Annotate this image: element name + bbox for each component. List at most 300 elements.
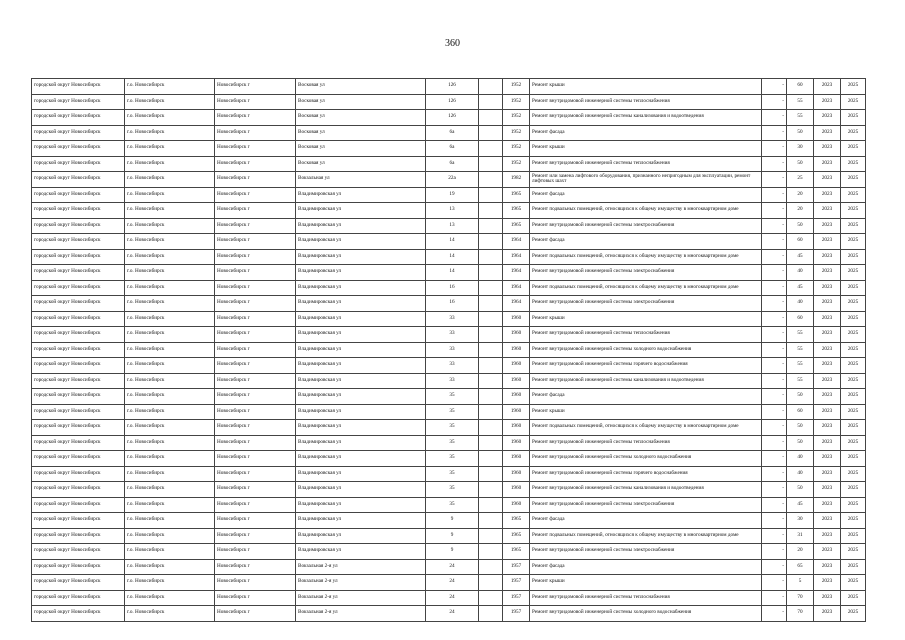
cell-house: 126 <box>426 110 479 126</box>
cell-work-type: Ремонт внутридомовой инженерной системы теплоснабжения <box>530 590 762 606</box>
cell-year-from: 2023 <box>814 110 841 126</box>
cell-dash: - <box>762 218 787 234</box>
table-row <box>32 249 866 265</box>
cell-year: 1960 <box>503 420 530 436</box>
cell-street: Владимировская ул <box>296 342 426 358</box>
cell-municipality: городской округ Новосибирск <box>32 141 125 157</box>
cell-dash: - <box>762 404 787 420</box>
cell-work-type: Ремонт подвальных помещений, относящихся к общему имуществу в многоквартирном доме <box>530 280 762 296</box>
cell-district: г.о. Новосибирск <box>125 94 215 110</box>
cell-year-from: 2023 <box>814 404 841 420</box>
cell-district: г.о. Новосибирск <box>125 420 215 436</box>
cell-year-to: 2025 <box>841 389 866 405</box>
cell-year: 1960 <box>503 451 530 467</box>
cell-district: г.о. Новосибирск <box>125 265 215 281</box>
cell-year-to: 2025 <box>841 187 866 203</box>
cell-municipality: городской округ Новосибирск <box>32 125 125 141</box>
cell-district: г.о. Новосибирск <box>125 544 215 560</box>
cell-year-from: 2023 <box>814 156 841 172</box>
cell-dash: - <box>762 482 787 498</box>
cell-amount: 30 <box>787 513 814 529</box>
cell-district: г.о. Новосибирск <box>125 327 215 343</box>
cell-building <box>479 389 503 405</box>
cell-house: 35 <box>426 466 479 482</box>
cell-year: 1965 <box>503 218 530 234</box>
cell-year: 1960 <box>503 482 530 498</box>
cell-year: 1957 <box>503 575 530 591</box>
cell-street: Владимировская ул <box>296 327 426 343</box>
cell-amount: 25 <box>787 172 814 188</box>
cell-year-from: 2023 <box>814 94 841 110</box>
cell-amount: 45 <box>787 280 814 296</box>
cell-house: 33 <box>426 358 479 374</box>
cell-work-type: Ремонт внутридомовой инженерной системы горячего водоснабжения <box>530 466 762 482</box>
cell-year-from: 2023 <box>814 249 841 265</box>
cell-amount: 55 <box>787 327 814 343</box>
cell-year-from: 2023 <box>814 389 841 405</box>
cell-house: 13 <box>426 203 479 219</box>
cell-dash: - <box>762 420 787 436</box>
cell-municipality: городской округ Новосибирск <box>32 218 125 234</box>
cell-amount: 50 <box>787 218 814 234</box>
cell-work-type: Ремонт внутридомовой инженерной системы холодного водоснабжения <box>530 606 762 622</box>
table-row <box>32 358 866 374</box>
cell-municipality: городской округ Новосибирск <box>32 172 125 188</box>
cell-year-from: 2023 <box>814 513 841 529</box>
cell-city: Новосибирск г <box>215 187 296 203</box>
cell-year-to: 2025 <box>841 311 866 327</box>
cell-district: г.о. Новосибирск <box>125 203 215 219</box>
cell-district: г.о. Новосибирск <box>125 513 215 529</box>
cell-municipality: городской округ Новосибирск <box>32 420 125 436</box>
cell-dash: - <box>762 389 787 405</box>
cell-year: 1952 <box>503 141 530 157</box>
cell-district: г.о. Новосибирск <box>125 141 215 157</box>
cell-year-to: 2025 <box>841 110 866 126</box>
cell-dash: - <box>762 590 787 606</box>
cell-street: Восковая ул <box>296 79 426 95</box>
cell-house: 35 <box>426 482 479 498</box>
cell-district: г.о. Новосибирск <box>125 296 215 312</box>
cell-year-from: 2023 <box>814 172 841 188</box>
cell-city: Новосибирск г <box>215 110 296 126</box>
cell-district: г.о. Новосибирск <box>125 559 215 575</box>
cell-amount: 70 <box>787 590 814 606</box>
cell-building <box>479 79 503 95</box>
cell-work-type: Ремонт внутридомовой инженерной системы электроснабжения <box>530 265 762 281</box>
cell-municipality: городской округ Новосибирск <box>32 358 125 374</box>
cell-city: Новосибирск г <box>215 342 296 358</box>
cell-year-from: 2023 <box>814 280 841 296</box>
cell-amount: 40 <box>787 265 814 281</box>
table-row <box>32 606 866 622</box>
cell-year-to: 2025 <box>841 373 866 389</box>
table-row <box>32 342 866 358</box>
cell-amount: 60 <box>787 79 814 95</box>
cell-year-from: 2023 <box>814 342 841 358</box>
cell-district: г.о. Новосибирск <box>125 497 215 513</box>
cell-district: г.о. Новосибирск <box>125 606 215 622</box>
cell-year-to: 2025 <box>841 125 866 141</box>
cell-municipality: городской округ Новосибирск <box>32 373 125 389</box>
cell-house: 14 <box>426 249 479 265</box>
table-row <box>32 497 866 513</box>
cell-work-type: Ремонт крыши <box>530 311 762 327</box>
cell-year: 1957 <box>503 559 530 575</box>
cell-amount: 30 <box>787 141 814 157</box>
cell-amount: 60 <box>787 234 814 250</box>
cell-city: Новосибирск г <box>215 156 296 172</box>
table-row <box>32 389 866 405</box>
cell-street: Вокзальная 2-я ул <box>296 606 426 622</box>
cell-work-type: Ремонт внутридомовой инженерной системы канализования и водоотведения <box>530 373 762 389</box>
cell-dash: - <box>762 265 787 281</box>
cell-building <box>479 544 503 560</box>
cell-dash: - <box>762 234 787 250</box>
cell-district: г.о. Новосибирск <box>125 311 215 327</box>
cell-municipality: городской округ Новосибирск <box>32 296 125 312</box>
cell-city: Новосибирск г <box>215 296 296 312</box>
cell-street: Владимировская ул <box>296 311 426 327</box>
cell-dash: - <box>762 606 787 622</box>
cell-year: 1960 <box>503 311 530 327</box>
cell-work-type: Ремонт внутридомовой инженерной системы холодного водоснабжения <box>530 342 762 358</box>
cell-street: Владимировская ул <box>296 249 426 265</box>
cell-year-from: 2023 <box>814 435 841 451</box>
cell-city: Новосибирск г <box>215 373 296 389</box>
table-row <box>32 125 866 141</box>
table-row <box>32 218 866 234</box>
cell-house: 35 <box>426 497 479 513</box>
cell-amount: 20 <box>787 544 814 560</box>
cell-city: Новосибирск г <box>215 482 296 498</box>
cell-municipality: городской округ Новосибирск <box>32 497 125 513</box>
cell-work-type: Ремонт внутридомовой инженерной системы электроснабжения <box>530 218 762 234</box>
table-row <box>32 79 866 95</box>
cell-municipality: городской округ Новосибирск <box>32 311 125 327</box>
cell-year-from: 2023 <box>814 559 841 575</box>
cell-dash: - <box>762 187 787 203</box>
cell-work-type: Ремонт крыши <box>530 141 762 157</box>
cell-street: Владимировская ул <box>296 358 426 374</box>
cell-year-from: 2023 <box>814 311 841 327</box>
cell-amount: 20 <box>787 203 814 219</box>
cell-dash: - <box>762 358 787 374</box>
cell-year: 1965 <box>503 203 530 219</box>
cell-building <box>479 187 503 203</box>
cell-city: Новосибирск г <box>215 544 296 560</box>
cell-work-type: Ремонт внутридомовой инженерной системы канализования и водоотведения <box>530 482 762 498</box>
cell-amount: 55 <box>787 342 814 358</box>
cell-district: г.о. Новосибирск <box>125 466 215 482</box>
cell-street: Владимировская ул <box>296 404 426 420</box>
cell-street: Владимировская ул <box>296 451 426 467</box>
cell-amount: 55 <box>787 110 814 126</box>
cell-year-to: 2025 <box>841 156 866 172</box>
cell-city: Новосибирск г <box>215 280 296 296</box>
cell-amount: 50 <box>787 482 814 498</box>
cell-street: Владимировская ул <box>296 296 426 312</box>
table-row <box>32 559 866 575</box>
cell-house: 16 <box>426 280 479 296</box>
cell-city: Новосибирск г <box>215 327 296 343</box>
table-row <box>32 435 866 451</box>
cell-municipality: городской округ Новосибирск <box>32 482 125 498</box>
cell-district: г.о. Новосибирск <box>125 575 215 591</box>
cell-year-from: 2023 <box>814 141 841 157</box>
cell-amount: 65 <box>787 559 814 575</box>
cell-city: Новосибирск г <box>215 172 296 188</box>
cell-street: Владимировская ул <box>296 435 426 451</box>
cell-amount: 20 <box>787 187 814 203</box>
cell-year-to: 2025 <box>841 466 866 482</box>
cell-year: 1964 <box>503 265 530 281</box>
cell-year-from: 2023 <box>814 125 841 141</box>
cell-street: Восковая ул <box>296 110 426 126</box>
cell-municipality: городской округ Новосибирск <box>32 559 125 575</box>
table-row <box>32 575 866 591</box>
cell-amount: 45 <box>787 497 814 513</box>
cell-year-to: 2025 <box>841 358 866 374</box>
cell-building <box>479 420 503 436</box>
cell-year-to: 2025 <box>841 497 866 513</box>
cell-street: Владимировская ул <box>296 203 426 219</box>
cell-city: Новосибирск г <box>215 528 296 544</box>
cell-municipality: городской округ Новосибирск <box>32 389 125 405</box>
cell-building <box>479 311 503 327</box>
cell-city: Новосибирск г <box>215 249 296 265</box>
cell-street: Владимировская ул <box>296 513 426 529</box>
cell-work-type: Ремонт внутридомовой инженерной системы горячего водоснабжения <box>530 358 762 374</box>
cell-district: г.о. Новосибирск <box>125 451 215 467</box>
cell-work-type: Ремонт подвальных помещений, относящихся к общему имуществу в многоквартирном доме <box>530 420 762 436</box>
cell-year: 1965 <box>503 187 530 203</box>
cell-year: 1960 <box>503 389 530 405</box>
cell-work-type: Ремонт крыши <box>530 79 762 95</box>
cell-street: Владимировская ул <box>296 218 426 234</box>
cell-dash: - <box>762 342 787 358</box>
cell-dash: - <box>762 544 787 560</box>
cell-municipality: городской округ Новосибирск <box>32 606 125 622</box>
cell-city: Новосибирск г <box>215 265 296 281</box>
cell-street: Владимировская ул <box>296 373 426 389</box>
cell-municipality: городской округ Новосибирск <box>32 342 125 358</box>
cell-municipality: городской округ Новосибирск <box>32 156 125 172</box>
cell-year-from: 2023 <box>814 590 841 606</box>
cell-house: 24 <box>426 590 479 606</box>
cell-city: Новосибирск г <box>215 311 296 327</box>
cell-municipality: городской округ Новосибирск <box>32 110 125 126</box>
cell-dash: - <box>762 79 787 95</box>
cell-amount: 31 <box>787 528 814 544</box>
cell-district: г.о. Новосибирск <box>125 249 215 265</box>
cell-city: Новосибирск г <box>215 435 296 451</box>
cell-district: г.о. Новосибирск <box>125 218 215 234</box>
cell-building <box>479 141 503 157</box>
cell-municipality: городской округ Новосибирск <box>32 249 125 265</box>
cell-city: Новосибирск г <box>215 141 296 157</box>
cell-amount: 50 <box>787 435 814 451</box>
cell-city: Новосибирск г <box>215 358 296 374</box>
cell-year-from: 2023 <box>814 327 841 343</box>
cell-year: 1965 <box>503 528 530 544</box>
table-row <box>32 420 866 436</box>
cell-house: 35 <box>426 389 479 405</box>
cell-year-to: 2025 <box>841 94 866 110</box>
cell-house: 9 <box>426 513 479 529</box>
table-row <box>32 513 866 529</box>
cell-building <box>479 590 503 606</box>
cell-municipality: городской округ Новосибирск <box>32 528 125 544</box>
cell-dash: - <box>762 156 787 172</box>
cell-dash: - <box>762 94 787 110</box>
cell-year-from: 2023 <box>814 575 841 591</box>
cell-year: 1952 <box>503 110 530 126</box>
cell-year-from: 2023 <box>814 420 841 436</box>
cell-building <box>479 110 503 126</box>
cell-house: 33 <box>426 373 479 389</box>
cell-house: 126 <box>426 94 479 110</box>
cell-dash: - <box>762 528 787 544</box>
cell-municipality: городской округ Новосибирск <box>32 327 125 343</box>
cell-year-to: 2025 <box>841 559 866 575</box>
cell-street: Восковая ул <box>296 94 426 110</box>
cell-street: Вокзальная ул <box>296 172 426 188</box>
cell-house: 22а <box>426 172 479 188</box>
cell-year: 1960 <box>503 404 530 420</box>
cell-dash: - <box>762 559 787 575</box>
cell-dash: - <box>762 141 787 157</box>
cell-year: 1960 <box>503 358 530 374</box>
cell-year-from: 2023 <box>814 373 841 389</box>
cell-city: Новосибирск г <box>215 606 296 622</box>
cell-building <box>479 156 503 172</box>
cell-street: Владимировская ул <box>296 528 426 544</box>
cell-work-type: Ремонт внутридомовой инженерной системы холодного водоснабжения <box>530 451 762 467</box>
cell-city: Новосибирск г <box>215 404 296 420</box>
cell-dash: - <box>762 296 787 312</box>
cell-building <box>479 606 503 622</box>
cell-amount: 40 <box>787 451 814 467</box>
cell-year: 1960 <box>503 435 530 451</box>
cell-district: г.о. Новосибирск <box>125 187 215 203</box>
cell-year-from: 2023 <box>814 265 841 281</box>
cell-district: г.о. Новосибирск <box>125 172 215 188</box>
cell-year: 1960 <box>503 327 530 343</box>
cell-dash: - <box>762 110 787 126</box>
cell-district: г.о. Новосибирск <box>125 404 215 420</box>
cell-year: 1960 <box>503 342 530 358</box>
table-row <box>32 280 866 296</box>
cell-district: г.о. Новосибирск <box>125 358 215 374</box>
cell-year-to: 2025 <box>841 249 866 265</box>
cell-work-type: Ремонт внутридомовой инженерной системы электроснабжения <box>530 544 762 560</box>
cell-building <box>479 342 503 358</box>
table-row <box>32 311 866 327</box>
cell-building <box>479 497 503 513</box>
cell-year-to: 2025 <box>841 203 866 219</box>
cell-year-from: 2023 <box>814 218 841 234</box>
cell-district: г.о. Новосибирск <box>125 125 215 141</box>
cell-dash: - <box>762 172 787 188</box>
cell-work-type: Ремонт внутридомовой инженерной системы электроснабжения <box>530 497 762 513</box>
cell-dash: - <box>762 280 787 296</box>
cell-dash: - <box>762 451 787 467</box>
cell-municipality: городской округ Новосибирск <box>32 451 125 467</box>
cell-year-from: 2023 <box>814 606 841 622</box>
cell-city: Новосибирск г <box>215 590 296 606</box>
cell-city: Новосибирск г <box>215 218 296 234</box>
table-row <box>32 94 866 110</box>
cell-house: 126 <box>426 79 479 95</box>
cell-amount: 60 <box>787 311 814 327</box>
cell-year: 1964 <box>503 234 530 250</box>
table-row <box>32 373 866 389</box>
cell-building <box>479 172 503 188</box>
cell-amount: 40 <box>787 466 814 482</box>
cell-house: 14 <box>426 265 479 281</box>
cell-year-to: 2025 <box>841 141 866 157</box>
cell-year-to: 2025 <box>841 234 866 250</box>
cell-year-to: 2025 <box>841 590 866 606</box>
cell-street: Восковая ул <box>296 141 426 157</box>
cell-work-type: Ремонт внутридомовой инженерной системы теплоснабжения <box>530 327 762 343</box>
cell-district: г.о. Новосибирск <box>125 110 215 126</box>
cell-work-type: Ремонт крыши <box>530 575 762 591</box>
cell-year-to: 2025 <box>841 296 866 312</box>
cell-district: г.о. Новосибирск <box>125 234 215 250</box>
cell-dash: - <box>762 435 787 451</box>
cell-year: 1982 <box>503 172 530 188</box>
cell-house: 35 <box>426 435 479 451</box>
table-row <box>32 296 866 312</box>
cell-building <box>479 482 503 498</box>
cell-year-to: 2025 <box>841 544 866 560</box>
cell-year-to: 2025 <box>841 218 866 234</box>
cell-year-from: 2023 <box>814 482 841 498</box>
cell-year-to: 2025 <box>841 528 866 544</box>
cell-city: Новосибирск г <box>215 559 296 575</box>
table-row <box>32 404 866 420</box>
cell-dash: - <box>762 497 787 513</box>
cell-street: Владимировская ул <box>296 482 426 498</box>
cell-year-to: 2025 <box>841 513 866 529</box>
cell-work-type: Ремонт фасада <box>530 559 762 575</box>
cell-work-type: Ремонт внутридомовой инженерной системы теплоснабжения <box>530 156 762 172</box>
cell-house: 33 <box>426 311 479 327</box>
cell-year: 1957 <box>503 590 530 606</box>
cell-amount: 50 <box>787 389 814 405</box>
cell-year: 1964 <box>503 296 530 312</box>
cell-building <box>479 575 503 591</box>
cell-district: г.о. Новосибирск <box>125 389 215 405</box>
cell-house: 6а <box>426 141 479 157</box>
cell-house: 35 <box>426 404 479 420</box>
cell-street: Вокзальная 2-я ул <box>296 590 426 606</box>
cell-district: г.о. Новосибирск <box>125 156 215 172</box>
cell-municipality: городской округ Новосибирск <box>32 203 125 219</box>
cell-work-type: Ремонт фасада <box>530 234 762 250</box>
table-row <box>32 234 866 250</box>
cell-year: 1964 <box>503 249 530 265</box>
cell-work-type: Ремонт фасада <box>530 389 762 405</box>
cell-year-from: 2023 <box>814 544 841 560</box>
table-row <box>32 187 866 203</box>
cell-building <box>479 451 503 467</box>
cell-year-to: 2025 <box>841 606 866 622</box>
cell-building <box>479 559 503 575</box>
cell-building <box>479 234 503 250</box>
